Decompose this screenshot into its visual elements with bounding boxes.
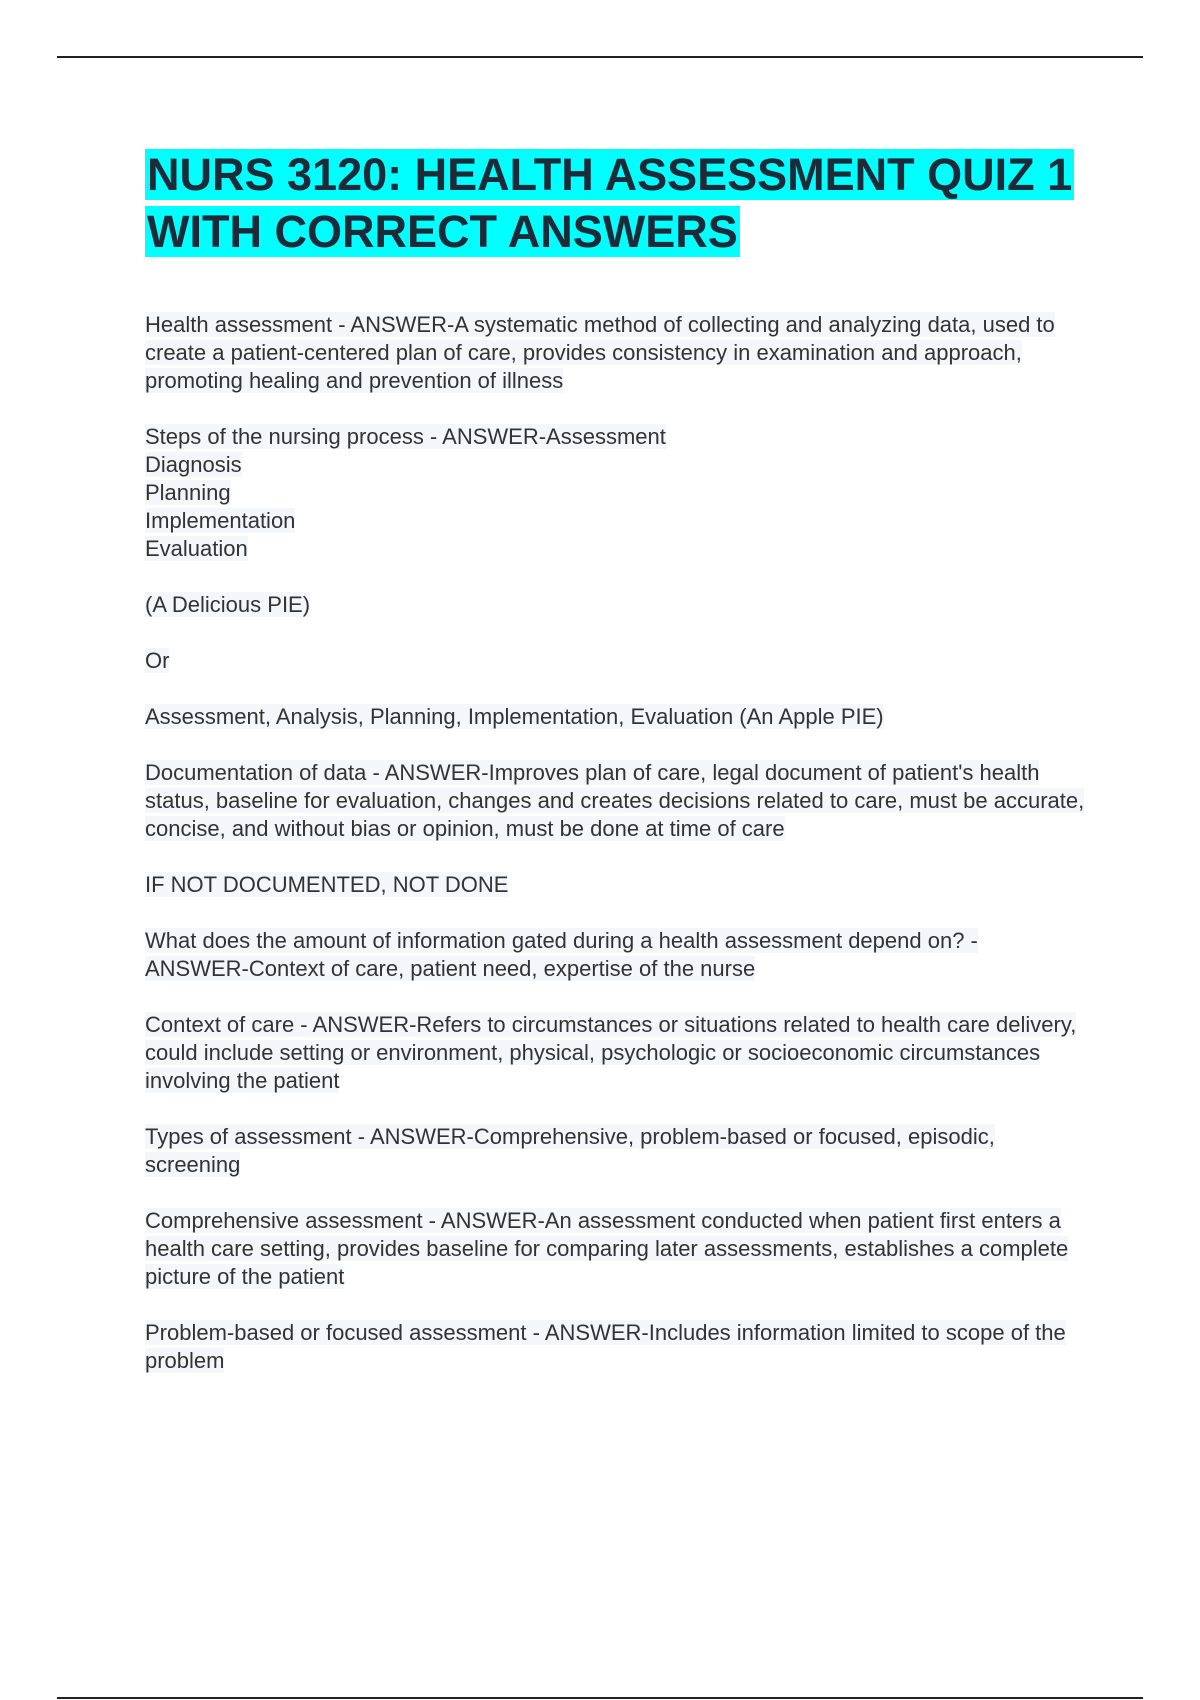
paragraph-text: Context of care - ANSWER-Refers to circumstances or situations related to health care delivery, could include setting or environment, physical, psychologic or socioeconomic circumstances involving the patient bbox=[145, 1012, 1077, 1093]
paragraph-text: IF NOT DOCUMENTED, NOT DONE bbox=[145, 872, 509, 897]
title-text: NURS 3120: HEALTH ASSESSMENT QUIZ 1 WITH CORRECT ANSWERS bbox=[147, 149, 1073, 257]
qa-paragraph bbox=[145, 1011, 1085, 1095]
paragraph-text: Steps of the nursing process - ANSWER-Assessment Diagnosis Planning Implementation Evaluation bbox=[145, 424, 666, 561]
qa-paragraph bbox=[145, 591, 1085, 619]
paragraph-text: (A Delicious PIE) bbox=[145, 592, 311, 617]
paragraph-text: Comprehensive assessment - ANSWER-An assessment conducted when patient first enters a health care setting, provides baseline for comparing later assessments, establishes a complete picture of the patient bbox=[145, 1208, 1069, 1289]
paragraph-text: Or bbox=[145, 648, 170, 673]
paragraph-text: Assessment, Analysis, Planning, Implementation, Evaluation (An Apple PIE) bbox=[145, 704, 884, 729]
paragraph-text: Types of assessment - ANSWER-Comprehensive, problem-based or focused, episodic, screening bbox=[145, 1124, 995, 1177]
qa-paragraph bbox=[145, 1207, 1085, 1291]
qa-paragraph bbox=[145, 871, 1085, 899]
paragraph-text: Problem-based or focused assessment - ANSWER-Includes information limited to scope of the problem bbox=[145, 1320, 1066, 1373]
qa-paragraph bbox=[145, 759, 1085, 843]
qa-paragraph bbox=[145, 703, 1085, 731]
header-rule bbox=[57, 56, 1143, 58]
paragraph-text: Health assessment - ANSWER-A systematic method of collecting and analyzing data, used to create a patient-centered plan of care, provides consistency in examination and approach, promoting healing and prevention of illness bbox=[145, 312, 1055, 393]
qa-paragraph bbox=[145, 1123, 1085, 1179]
qa-paragraph bbox=[145, 927, 1085, 983]
paragraph-text: What does the amount of information gated during a health assessment depend on? - ANSWER-Context of care, patient need, expertise of the nurse bbox=[145, 928, 978, 981]
qa-paragraph bbox=[145, 647, 1085, 675]
paragraph-text: Documentation of data - ANSWER-Improves plan of care, legal document of patient's health status, baseline for evaluation, changes and creates decisions related to care, must be accurate, concise, and without bias or opinion, must be done at time of care bbox=[145, 760, 1085, 841]
qa-paragraph bbox=[145, 423, 1085, 563]
qa-paragraph bbox=[145, 1319, 1085, 1375]
document-body bbox=[145, 311, 1085, 1403]
qa-paragraph bbox=[145, 311, 1085, 395]
footer-rule bbox=[57, 1697, 1143, 1699]
document-title bbox=[145, 146, 1145, 260]
